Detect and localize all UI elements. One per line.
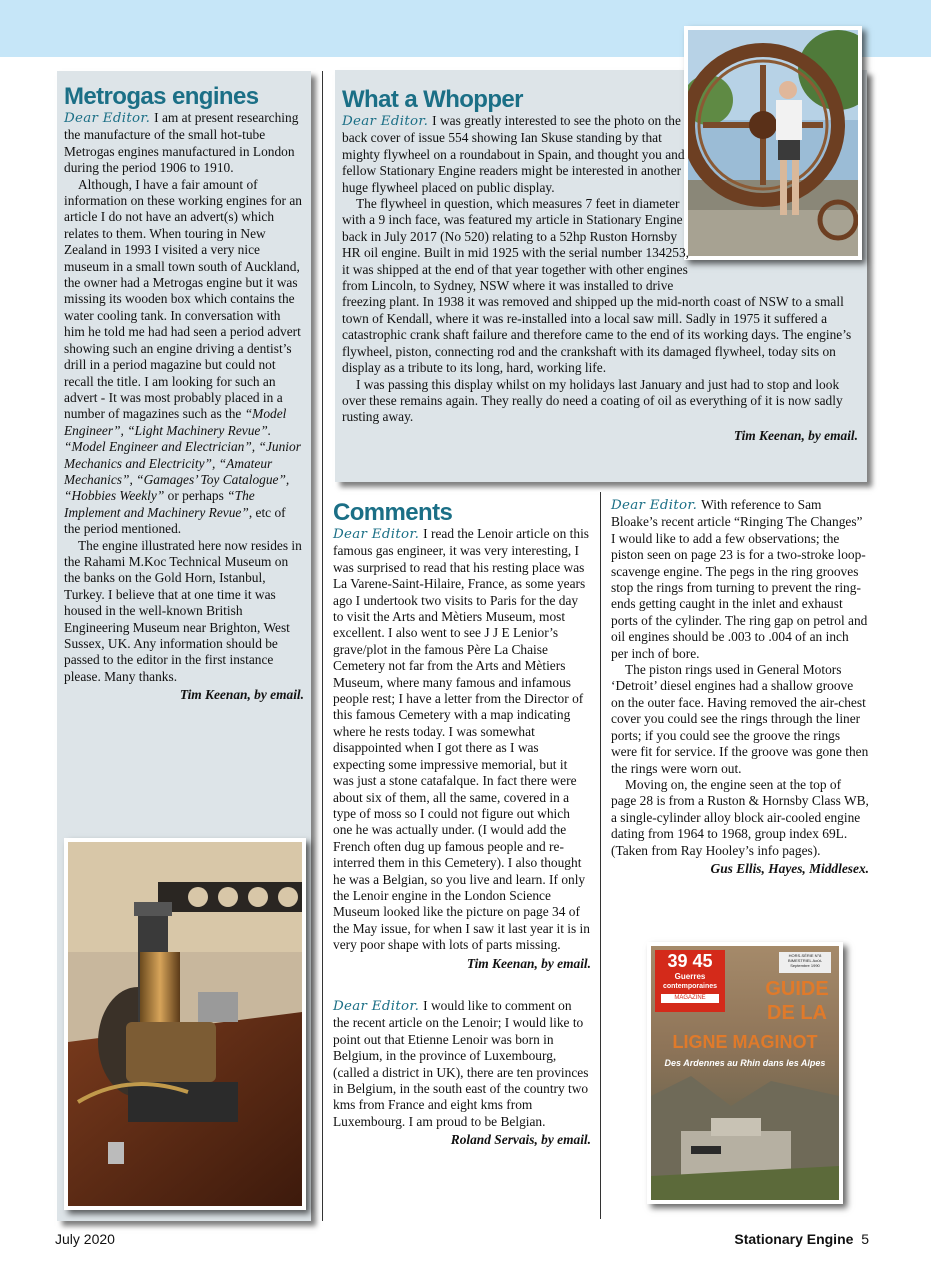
cover-series-box: HORS-SÉRIE N°8 BIMESTRIEL Août-Septembre 1990	[779, 952, 831, 973]
dear-editor-greeting: Dear Editor.	[333, 527, 420, 542]
dear-editor-greeting: Dear Editor.	[342, 114, 429, 129]
cover-magazine-label: MAGAZINE	[661, 994, 719, 1003]
whopper-paragraph-1: Dear Editor. I was greatly interested to see the photo on the back cover of issue 554 showing Ian Skuse standing by that mighty flywheel on a roundabout in Spain, and thought you and fellow Stationary Engine readers might be interested in another huge flywheel placed on public display.	[342, 113, 685, 195]
ellis-article	[611, 497, 869, 877]
cover-logo-box	[655, 950, 725, 1012]
ellis-paragraph-3: Moving on, the engine seen at the top of page 28 is from a Ruston & Hornsby Class WB, a single-cylinder alloy block air-cooled engine dating from 1964 to 1968, group index 69L. (Taken from Ray Hooley’s info pages).	[611, 776, 869, 858]
cover-tagline: Des Ardennes au Rhin dans les Alpes	[664, 1058, 826, 1068]
whopper-title: What a Whopper	[342, 86, 523, 113]
maginot-cover-image	[647, 942, 843, 1204]
cover-title-1: GUIDE	[765, 978, 829, 1000]
footer-page-number: 5	[861, 1231, 869, 1247]
cover-subtitle-1: Guerres	[674, 972, 706, 981]
comments-title: Comments	[333, 499, 453, 526]
dear-editor-greeting: Dear Editor.	[611, 498, 698, 513]
comments-signature: Tim Keenan, by email.	[466, 955, 591, 971]
servais-signature: Roland Servais, by email.	[450, 1132, 591, 1148]
photo-float-spacer	[690, 113, 858, 283]
metrogas-paragraph-3: The engine illustrated here now resides in the Rahami M.Koc Technical Museum on the banks on the Gold Horn, Istanbul, Turkey. I believe that at one time it was housed in the well-known British Engineering Museum near Brighton, West Sussex, UK. Any information should be passed to the editor in the first instance please. Many thanks.	[64, 537, 302, 684]
ellis-signature: Gus Ellis, Hayes, Middlesex.	[710, 860, 869, 876]
metrogas-engine-photo	[64, 838, 306, 1210]
footer-date: July 2020	[55, 1231, 115, 1247]
ellis-paragraph-2: The piston rings used in General Motors ‘Detroit’ diesel engines had a shallow groove on the outer face. Having removed the air-chest cover you could see the rings through the liner ports; if you could see the groove the rings were fit for service. If the groove was gone then the rings were worn out.	[611, 662, 869, 776]
metrogas-article	[64, 84, 304, 704]
metrogas-title: Metrogas engines	[64, 83, 259, 110]
cover-title-3: LIGNE MAGINOT	[672, 1032, 818, 1052]
whopper-paragraph-2: The flywheel in question, which measures 7 feet in diameter with a 9 inch face, was featured my article in Stationary Engine back in July 2017 (No 520) relating to a 52hp Ruston Hornsby HR oil engine. Built in mid 1925 with the serial number 134253, it was shipped at the end of that year together with other engines from Lincoln, to Sydney, NSW where it was installed to drive freezing plant. In 1938 it was removed and shipped up the mid-north coast of NSW to a small town of Kendall, where it was re-installed into a local saw mill. Sadly in 1975 it suffered a catastrophic crank shaft failure and therefore came to the end of its working days. The engine’s flywheel, piston, connecting rod and the crankshaft with its damaged flywheel, today sits on display as a tribute to its long, hard, working life.	[342, 196, 852, 376]
footer-magazine-name: Stationary Engine	[734, 1231, 854, 1247]
comments-paragraph-1: Dear Editor. I read the Lenoir article on this famous gas engineer, it was very interesting, I was surprised to read that his resting place was La Varene-Saint-Hilaire, France, as some years ago I undertook two visits to Paris for the day to visit the Arts and Mètiers Museum, most excellent. I also went to see J J E Lenior’s grave/plot in the famous Père La Chaise Cemetery not far from the Arts and Mètiers Museum, where many famous and infamous people rest; I have a letter from the Director of this famous Cemetery with a map indicating where he rests today. I was somewhat disappointed when I got there as I was expecting some impressive memorial, but it was just a stone catafalque. In fact there were about six of them, all the same, covered in a type of moss so I could not figure out which one he was actually under. (I would add the French often dug up famous people and re-interred them in this Cemetery). I also thought he was a Belgian, so you live and learn. If only the Lenoir engine in the London Science Museum looked like the picture on page 34 of the May issue, for when I saw it last year it is in very poor shape with lots of parts missing.	[333, 526, 590, 953]
metrogas-signature: Tim Keenan, by email.	[179, 687, 304, 703]
servais-paragraph-1: Dear Editor. I would like to comment on the recent article on the Lenoir; I would like to point out that Etienne Lenoir was born in Belgium, in the province of Luxembourg, (called a district in UK), there are ten provinces in Belgium, in the south east of the country two kms from France and eight kms from Luxembourg. I am proud to be Belgian.	[333, 997, 589, 1129]
cover-subtitle-2: contemporaines	[662, 983, 718, 990]
comments-article	[333, 500, 591, 1149]
footer-magazine-page	[734, 1231, 869, 1247]
column-divider-right	[600, 492, 601, 1219]
metrogas-paragraph-1: Dear Editor. I am at present researching the manufacture of the small hot-tube Metrogas engines manufactured in London during the period 1906 to 1910.	[64, 110, 299, 176]
dear-editor-greeting: Dear Editor.	[333, 998, 420, 1014]
metrogas-paragraph-2: Although, I have a fair amount of information on these working engines for an article I do not have an advert(s) which relates to them. When touring in New Zealand in 1993 I visited a very nice museum in a small town south of Auckland, the owner had a Metrogas engine but it was missing its wooden box which contains the water cooling tank. In conversation with him he told me had had seen a period advert showing such an engine driving a dentist’s drill in a period magazine but could not recall the title. I am looking for such an advert - It was most probably placed in a number of magazines such as the “Model Engineer”, “Light Machinery Revue”. “Model Engineer and Electrician”, “Junior Mechanics and Electricity”, “Amateur Mechanics”, “Gamages’ Toy Catalogue”, “Hobbies Weekly” or perhaps “The Implement and Machinery Revue”, etc of the period mentioned.	[64, 176, 302, 537]
dear-editor-greeting: Dear Editor.	[64, 111, 151, 126]
cover-title-2: DE LA	[767, 1002, 827, 1024]
ellis-paragraph-1: Dear Editor. With reference to Sam Bloake’s recent article “Ringing The Changes” I would like to add a few observations; the piston seen on page 23 is for a two-stroke loop-scavenge engine. The pegs in the ring grooves stop the rings from turning to prevent the ring-ends getting caught in the inlet and exhaust ports of the cylinder. The ring gap on petrol and oil engines should be .003 to .004 of an inch per inch of bore.	[611, 497, 868, 661]
whopper-signature: Tim Keenan, by email.	[733, 427, 858, 443]
whopper-paragraph-3: I was passing this display whilst on my holidays last January and just had to stop and look over these remains again. They really do need a coating of oil as everything of it is now sadly rusting away.	[342, 376, 843, 425]
cover-logo: 39 45	[667, 951, 713, 971]
whopper-article	[342, 87, 858, 444]
column-divider-left	[322, 71, 323, 1221]
